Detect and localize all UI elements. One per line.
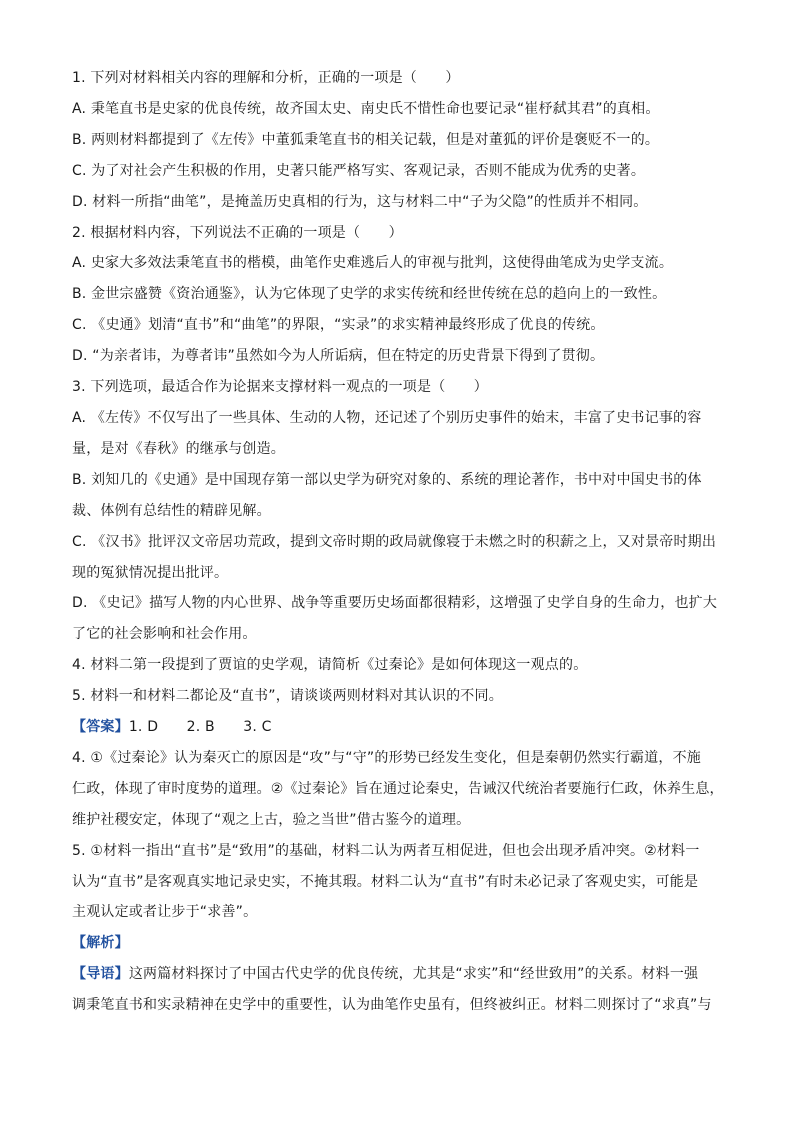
answer-q4-line-1: 4. ①《过秦论》认为秦灭亡的原因是“攻”与“守”的形势已经发生变化，但是秦朝仍然实行霸道，不施: [72, 749, 701, 766]
q5-stem: 5. 材料一和材料二都论及“直书”，请谈谈两则材料对其认识的不同。: [72, 688, 503, 705]
answer-q5-line-2: 认为“直书”是客观真实地记录史实，不掩其瑕。材料二认为“直书”有时未必记录了客观史实，可能是: [72, 873, 699, 890]
q2-option-c: C. 《史通》划清“直书”和“曲笔”的界限，“实录”的求实精神最终形成了优良的传统。: [72, 317, 605, 334]
answer-q5-line-3: 主观认定或者让步于“求善”。: [72, 904, 258, 921]
q2-option-a: A. 史家大多效法秉笔直书的楷模，曲笔作史难逃后人的审视与批判，这使得曲笔成为史学支流。: [72, 255, 674, 272]
q3-option-b: B. 刘知几的《史通》是中国现存第一部以史学为研究对象的、系统的理论著作，书中对中国史书的体: [72, 471, 702, 488]
q3-stem: 3. 下列选项，最适合作为论据来支撑材料一观点的一项是（ ）: [72, 379, 489, 396]
answer-row: [72, 712, 724, 743]
q3-option-c: C. 《汉书》批评汉文帝居功荒政，提到文帝时期的政局就像寝于未燃之时的积薪之上，又对景帝时期出: [72, 533, 717, 550]
q3-option-a: A. 《左传》不仅写出了一些具体、生动的人物，还记述了个别历史事件的始末，丰富了史书记事的容: [72, 409, 702, 426]
q3-option-b-cont: 裁、体例有总结性的精辟见解。: [72, 502, 271, 519]
q3-option-d: D. 《史记》描写人物的内心世界、战争等重要历史场面都很精彩，这增强了史学自身的生命力，也扩大: [72, 595, 718, 612]
q4-stem: 4. 材料二第一段提到了贾谊的史学观，请简析《过秦论》是如何体现这一观点的。: [72, 657, 588, 674]
analysis-row: [72, 928, 724, 959]
answer-q4-line-2: 仁政，体现了审时度势的道理。②《过秦论》旨在通过论秦史，告诫汉代统治者要施行仁政，休养生息，: [72, 780, 724, 797]
guide-row: [72, 959, 724, 990]
question-content: [72, 63, 724, 1021]
q1-option-c: C. 为了对社会产生积极的作用，史著只能严格写实、客观记录，否则不能成为优秀的史著。: [72, 162, 646, 179]
answer-label: 【答案】: [72, 719, 129, 736]
q3-option-c-cont: 现的冤狱情况提出批评。: [72, 564, 229, 581]
q1-stem: 1. 下列对材料相关内容的理解和分析，正确的一项是（ ）: [72, 70, 460, 86]
guide-text-2: 调秉笔直书和实录精神在史学中的重要性，认为曲笔作史虽有，但终被纠正。材料二则探讨了“求真”与: [72, 997, 712, 1014]
q1-option-b: B. 两则材料都提到了《左传》中董狐秉笔直书的相关记载，但是对董狐的评价是褒贬不一的。: [72, 131, 660, 148]
q2-option-b: B. 金世宗盛赞《资治通鉴》，认为它体现了史学的求实传统和经世传统在总的趋向上的一致性。: [72, 286, 667, 303]
answer-choices: 1. D 2. B 3. C: [128, 719, 272, 736]
analysis-label: 【解析】: [72, 935, 129, 952]
answer-q5-line-1: 5. ①材料一指出“直书”是“致用”的基础，材料二认为两者互相促进，但也会出现矛盾冲突。②材料一: [72, 842, 700, 859]
guide-label: 【导语】: [72, 966, 129, 983]
q2-option-d: D. “为亲者讳，为尊者讳”虽然如今为人所诟病，但在特定的历史背景下得到了贯彻。: [72, 348, 605, 365]
answer-q4-line-3: 维护社稷安定，体现了“观之上古，验之当世”借古鉴今的道理。: [72, 811, 471, 828]
q3-option-a-cont: 量，是对《春秋》的继承与创造。: [72, 440, 285, 457]
q1-option-d: D. 材料一所指“曲笔”，是掩盖历史真相的行为，这与材料二中“子为父隐”的性质并不相同。: [72, 193, 648, 210]
guide-text-1: 这两篇材料探讨了中国古代史学的优良传统，尤其是“求实”和“经世致用”的关系。材料一强: [128, 966, 699, 983]
q3-option-d-cont: 了它的社会影响和社会作用。: [72, 626, 257, 643]
q2-stem: 2. 根据材料内容，下列说法不正确的一项是（ ）: [72, 224, 403, 241]
q1-option-a: A. 秉笔直书是史家的优良传统，故齐国太史、南史氏不惜性命也要记录“崔杼弑其君”的真相。: [72, 100, 660, 117]
